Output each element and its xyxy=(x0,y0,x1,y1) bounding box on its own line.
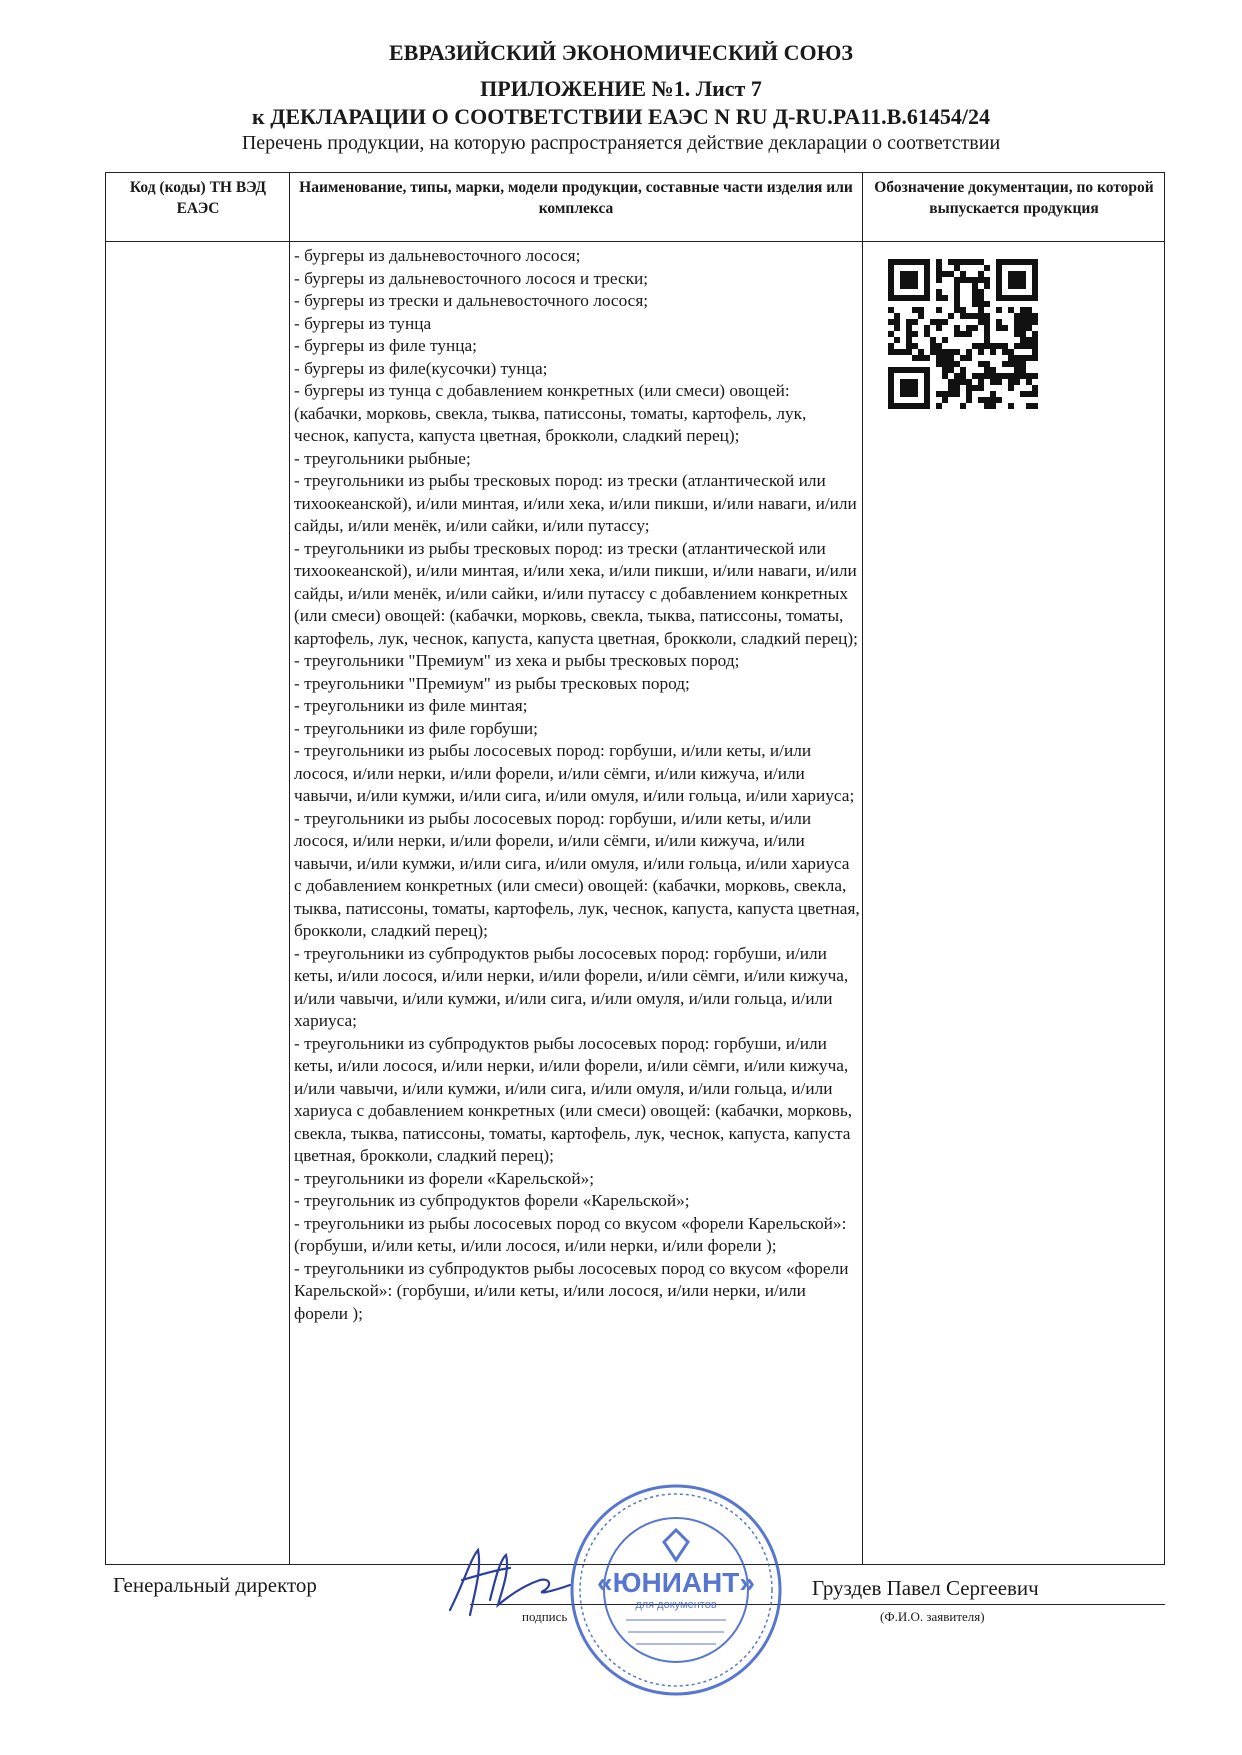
list-item: - бургеры из филе тунца; xyxy=(294,336,477,355)
seal-center-text: «ЮНИАНТ» xyxy=(597,1567,755,1598)
list-item: - треугольники из субпродуктов рыбы лососевых пород со вкусом «форели Карельской»: (горбуши, и/или кеты, и/или лосося, и/или нерки, и/или форели ); xyxy=(294,1258,849,1323)
signature-caption: подпись xyxy=(522,1609,568,1624)
product-list xyxy=(294,245,860,1325)
column-divider xyxy=(289,173,290,1564)
column-header-name: Наименование, типы, марки, модели продукции, составные части изделия или комплекса xyxy=(299,179,853,217)
list-item: - треугольники рыбные; xyxy=(294,448,471,468)
list-item: - треугольники из рыбы лососевых пород со вкусом «форели Карельской»: (горбуши, и/или кеты, и/или лосося, и/или нерки, и/или форели ); xyxy=(294,1213,847,1255)
list-item: - бургеры из дальневосточного лосося и трески; xyxy=(294,268,649,288)
list-item: - треугольники из рыбы тресковых пород: из трески (атлантической или тихоокеанской), и/или минтая, и/или хека, и/или пикши, и/или наваги, и/или сайды, и/или менёк, и/или сайки, и/или путассу с добавлением конкретных (или смеси) овощей: (кабачки, морковь, свекла, тыква, патиссоны, томаты, картофель, лук, чеснок, капуста, капуста цветная, брокколи, сладкий перец); xyxy=(294,538,858,648)
name-caption: (Ф.И.О. заявителя) xyxy=(880,1609,985,1624)
list-item: - треугольники из рыбы лососевых пород: горбуши, и/или кеты, и/или лосося, и/или нерки, и/или форели, и/или сёмги, и/или кижуча, и/или чавычи, и/или кумжи, и/или сига, и/или омуля, и/или гольца, и/или хариуса; xyxy=(294,741,855,805)
column-header-code: Код (коды) ТН ВЭД ЕАЭС xyxy=(129,179,267,217)
list-item: - бургеры из филе(кусочки) тунца; xyxy=(294,358,548,378)
appendix-title: ПРИЛОЖЕНИЕ №1. Лист 7 xyxy=(480,76,762,101)
list-item: - бургеры из тунца xyxy=(294,313,432,333)
list-item: - треугольники из рыбы лососевых пород: горбуши, и/или кеты, и/или лосося, и/или нерки, и/или форели, и/или сёмги, и/или кижуча, и/или чавычи, и/или кумжи, и/или сига, и/или омуля, и/или гольца, и/или хариуса с добавлением конкретных (или смеси) овощей: (кабачки, морковь, свекла, тыква, патиссоны, томаты, картофель, лук, чеснок, капуста, капуста цветная, брокколи, сладкий перец); xyxy=(294,808,860,940)
list-item: - треугольники из рыбы тресковых пород: из трески (атлантической или тихоокеанской), и/или минтая, и/или хека, и/или пикши, и/или наваги, и/или сайды, и/или менёк, и/или сайки, и/или путассу; xyxy=(294,471,857,535)
list-item: - треугольники из филе минтая; xyxy=(294,696,528,715)
signatory-position: Генеральный директор xyxy=(113,1573,317,1597)
list-item: - треугольник из субпродуктов форели «Карельской»; xyxy=(294,1191,690,1210)
list-item: - треугольники из филе горбуши; xyxy=(294,718,538,738)
list-description: Перечень продукции, на которую распространяется действие декларации о соответствии xyxy=(241,132,1001,154)
union-title: ЕВРАЗИЙСКИЙ ЭКОНОМИЧЕСКИЙ СОЮЗ xyxy=(388,40,854,65)
company-seal xyxy=(566,1480,786,1700)
handwritten-signature xyxy=(440,1540,580,1620)
list-item: - бургеры из тунца с добавлением конкретных (или смеси) овощей: (кабачки, морковь, свекла, тыква, патиссоны, томаты, картофель, лук, чеснок, капуста, капуста цветная, брокколи, сладкий перец); xyxy=(294,381,807,445)
list-item: - бургеры из дальневосточного лосося; xyxy=(294,246,581,265)
seal-sub-text: для документов xyxy=(635,1599,717,1611)
name-line xyxy=(800,1604,1165,1605)
column-header-docs: Обозначение документации, по которой выпускается продукция xyxy=(874,179,1154,217)
qr-code-icon xyxy=(888,259,1038,409)
header-divider xyxy=(106,241,1164,242)
list-item: - треугольники из форели «Карельской»; xyxy=(294,1168,595,1188)
signatory-name: Груздев Павел Сергеевич xyxy=(812,1576,1039,1600)
column-divider xyxy=(862,173,863,1564)
list-item: - бургеры из трески и дальневосточного лосося; xyxy=(294,291,649,310)
product-table xyxy=(105,172,1165,1565)
list-item: - треугольники из субпродуктов рыбы лососевых пород: горбуши, и/или кеты, и/или лосося, и/или нерки, и/или форели, и/или сёмги, и/или кижуча, и/или чавычи, и/или кумжи, и/или сига, и/или омуля, и/или гольца, и/или хариуса с добавлением конкретных (или смеси) овощей: (кабачки, морковь, свекла, тыква, патиссоны, томаты, картофель, лук, чеснок, капуста, капуста цветная, брокколи, сладкий перец); xyxy=(294,1033,853,1165)
declaration-number: к ДЕКЛАРАЦИИ О СООТВЕТСТВИИ ЕАЭС N RU Д-RU.PA11.B.61454/24 xyxy=(252,104,990,129)
list-item: - треугольники из субпродуктов рыбы лососевых пород: горбуши, и/или кеты, и/или лосося, и/или нерки, и/или форели, и/или сёмги, и/или кижуча, и/или чавычи, и/или кумжи, и/или сига, и/или омуля, и/или гольца, и/или хариуса; xyxy=(294,943,849,1030)
list-item: - треугольники "Премиум" из рыбы тресковых пород; xyxy=(294,673,690,693)
list-item: - треугольники "Премиум" из хека и рыбы тресковых пород; xyxy=(294,651,740,670)
